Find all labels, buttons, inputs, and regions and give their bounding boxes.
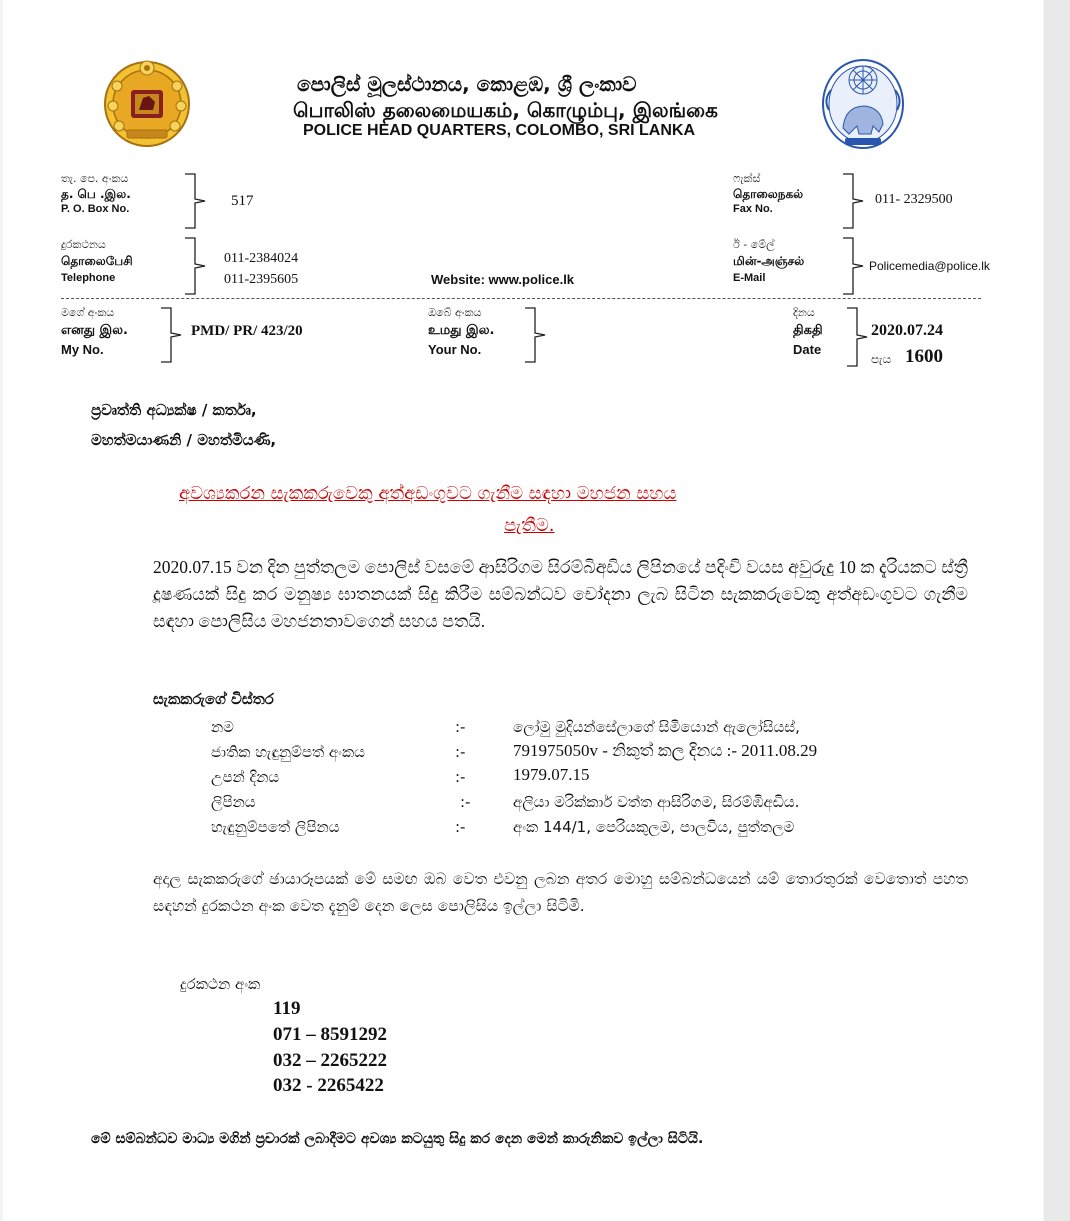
detail-sep-id-address: :- (455, 818, 466, 836)
notice-title-line-2: පැතීම. (504, 515, 555, 536)
fax-label-si: ෆැක්ස් (733, 172, 761, 185)
header-divider (61, 298, 981, 299)
my-no-label-si: මගේ අංකය (61, 306, 115, 319)
detail-value-nic: 791975050v - නිකුත් කල දිනය :- 2011.08.29 (513, 741, 818, 760)
notice-title-line-1: අවශ්‍යකරන සැකකරුවෙකු අත්අඩංගුවට ගැනීම සඳහා මහජන සහය (179, 483, 677, 504)
tel-label-en: Telephone (61, 272, 116, 284)
date-label-en: Date (793, 342, 822, 357)
pobox-label-si: තැ. පෙ. අංකය (61, 172, 129, 185)
header-title-sinhala: පොලිස් මූලස්ථානය, කොළඹ, ශ්‍රී ලංකාව (297, 72, 637, 96)
fax-value: 011- 2329500 (875, 192, 953, 207)
detail-value-id-address: අංක 144/1, පෙරියකුලම, පාලවිය, පුත්තලම (513, 818, 795, 836)
pobox-value: 517 (231, 193, 254, 209)
detail-label-nic: ජාතික හැඳුනුම්පත් අංකය (211, 743, 365, 761)
header-title-tamil: பொலிஸ் தலைமையகம், கொழும்பு, இலங்கை (293, 98, 718, 122)
my-no-bracket (157, 306, 185, 364)
phone-number-1: 119 (273, 998, 301, 1019)
detail-sep-address: :- (460, 793, 471, 811)
date-label-ta: திகதி (793, 323, 823, 338)
phone-number-2: 071 – 8591292 (273, 1024, 387, 1045)
date-bracket (843, 306, 871, 368)
body-paragraph-1: 2020.07.15 වන දින පුත්තලම පොලිස් වසමේ ආසිරිගම සිරම්බිඅඩිය ලිපිනයේ පදිංචි වයස අවුරුදු 10 ක දැරියකට ස්ත්‍රී දූෂණයක් සිදු කර මනුෂ්‍ය ඝාතනයක් සිදු කිරීම සම්බන්ධව චෝදනා ලැබ සිටින සැකකරුවෙකු අත්අඩංගුවට ගැනීම සඳහා පොලිසිය මහජනතාවගෙන් සහය පතයි. (153, 557, 968, 631)
website-text: Website: www.police.lk (431, 272, 575, 287)
email-label-ta: மின்-அஞ்சல் (733, 254, 805, 268)
detail-sep-dob: :- (455, 768, 466, 786)
detail-sep-name: :- (455, 718, 466, 736)
tel-value-1: 011-2384024 (224, 251, 299, 266)
your-no-bracket (521, 306, 549, 364)
police-emblem-icon (815, 50, 911, 154)
detail-value-address: අලියා මරික්කාර් වත්ත ආසිරිගම, සිරම්ඹිඅඩිය. (513, 793, 800, 811)
phones-heading: දුරකථන අංක (180, 975, 261, 993)
detail-label-name: නම (211, 718, 234, 736)
pobox-label-ta: த. பெ .இல. (61, 187, 131, 201)
my-no-value: PMD/ PR/ 423/20 (191, 323, 303, 339)
detail-label-dob: උපන් දිනය (211, 768, 280, 786)
details-heading: සැකකරුගේ විස්තර (153, 690, 274, 708)
fax-label-en: Fax No. (733, 203, 773, 215)
header-title-english: POLICE HEAD QUARTERS, COLOMBO, SRI LANKA (303, 122, 696, 139)
detail-label-address: ලිපිනය (211, 793, 256, 811)
tel-bracket (181, 236, 209, 296)
my-no-label-en: My No. (61, 342, 104, 357)
email-value: Policemedia@police.lk (869, 259, 990, 273)
phone-number-3: 032 – 2265222 (273, 1050, 387, 1071)
email-label-si: ඊ - මේල් (733, 238, 775, 251)
salutation-line-2: මහත්මයාණනි / මහත්මියණි, (91, 431, 277, 449)
time-prefix: පැය (871, 352, 892, 366)
pobox-bracket (181, 172, 209, 230)
date-value: 2020.07.24 (871, 322, 943, 339)
body-paragraph-2: අදාල සැකකරුගේ ඡායාරූපයක් මේ සමඟ ඔබ වෙත එවනු ලබන අතර මොහු සම්බන්ධයෙන් යම් තොරතුරක් වෙතොත් පහත සඳහන් දුරකථන අංක වෙත දැනුම් දෙන ලෙස පොලිසිය ඉල්ලා සිටිමි. (153, 870, 968, 915)
date-label-si: දිනය (793, 306, 815, 319)
tel-label-ta: தொலைபேசி (61, 254, 133, 268)
sri-lanka-emblem-icon (101, 56, 193, 148)
your-no-label-si: ඔබේ අංකය (428, 306, 482, 319)
letter-page (3, 0, 1043, 1221)
pobox-label-en: P. O. Box No. (61, 203, 130, 215)
fax-label-ta: தொலைநகல் (733, 187, 804, 201)
detail-sep-nic: :- (455, 743, 466, 761)
closing-paragraph: මේ සම්බන්ධව මාධ්‍ය මගින් ප්‍රචාරක් ලබාදීමට අවශ්‍ය කටයුතු සිදු කර දෙන මෙන් කාරුනිකව ඉල්ලා සිටියි. (91, 1131, 704, 1147)
time-value: 1600 (905, 346, 943, 367)
detail-value-dob: 1979.07.15 (513, 765, 590, 784)
viewer-margin (1044, 0, 1070, 1221)
salutation-line-1: ප්‍රවෘත්ති අධ්‍යක්ෂ / කර්තෘ, (91, 401, 257, 419)
detail-label-id-address: හැඳුනුම්පතේ ලිපිනය (211, 818, 340, 836)
fax-bracket (839, 172, 867, 230)
phone-number-4: 032 - 2265422 (273, 1075, 384, 1096)
tel-value-2: 011-2395605 (224, 272, 299, 287)
my-no-label-ta: எனது இல. (61, 323, 128, 338)
email-label-en: E-Mail (733, 272, 766, 284)
your-no-label-ta: உமது இல. (428, 323, 495, 338)
your-no-label-en: Your No. (428, 342, 482, 357)
email-bracket (839, 236, 867, 296)
tel-label-si: දුරකථනය (61, 238, 106, 251)
detail-value-name: ලෝමු මුදියන්සේලාගේ සිමියොන් ඇලෝසියස්, (513, 718, 800, 736)
